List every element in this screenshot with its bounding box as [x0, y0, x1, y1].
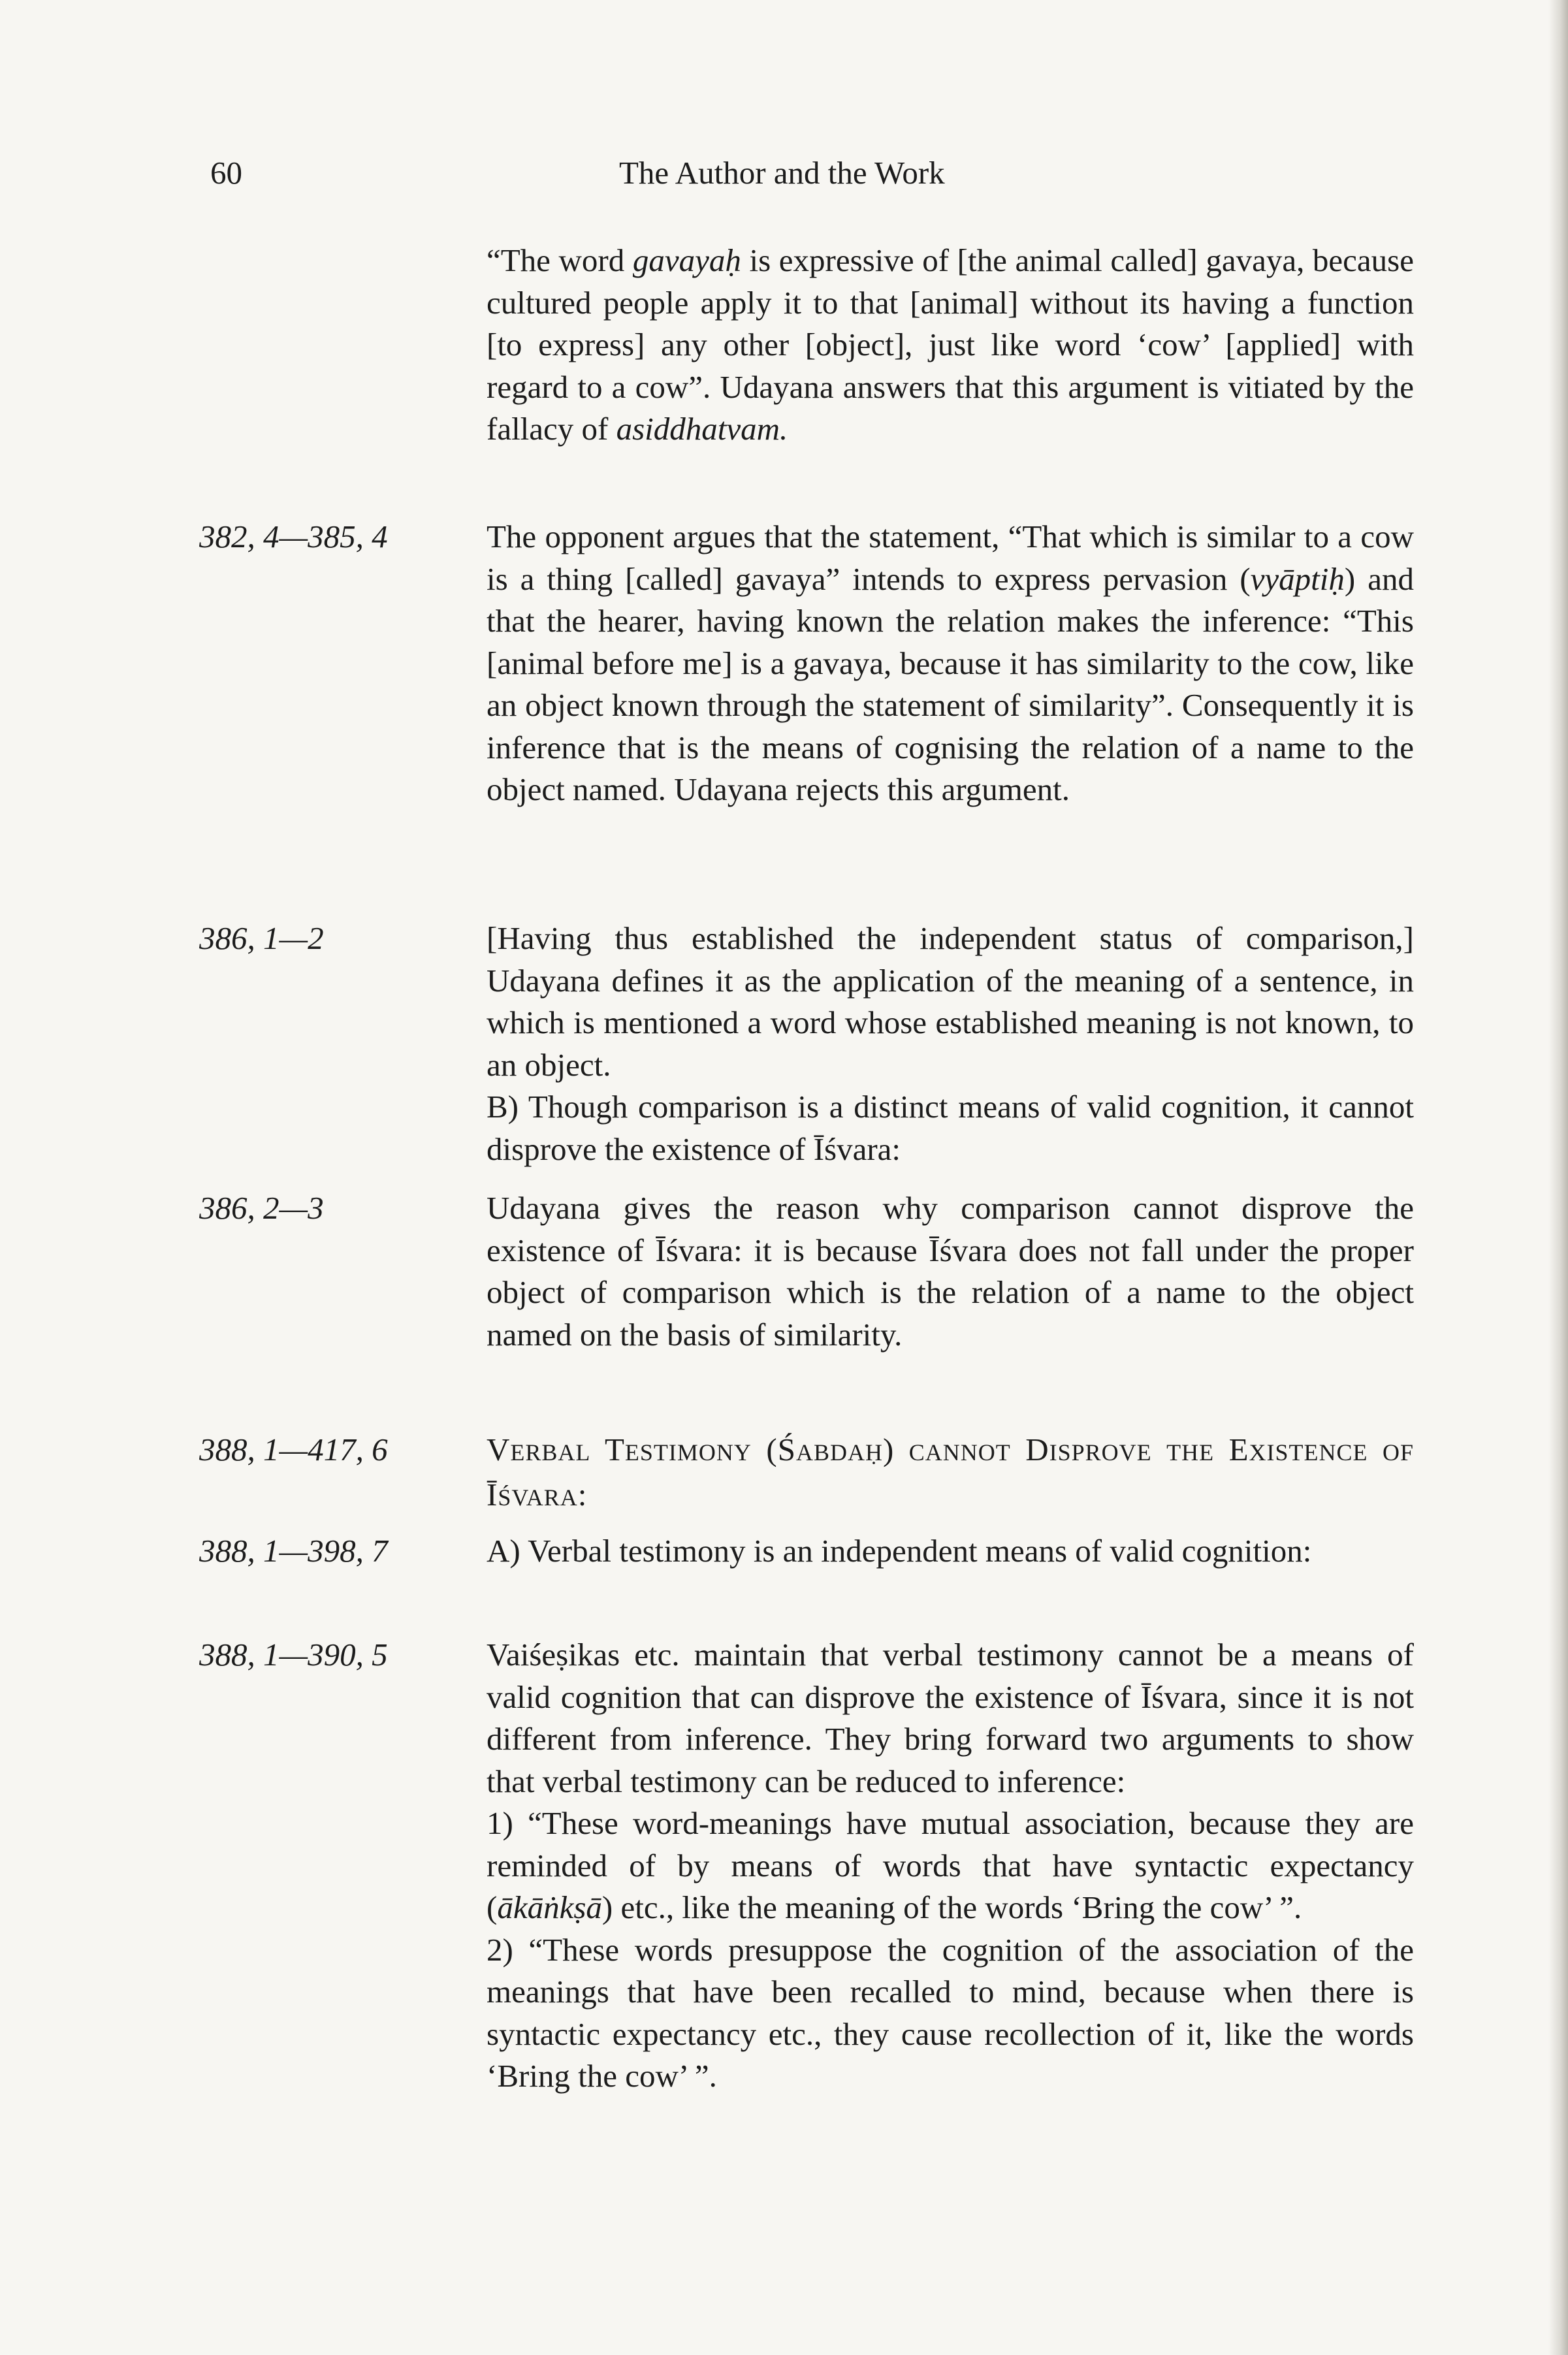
entry-text — [487, 240, 1414, 451]
entry-text — [487, 1530, 1414, 1573]
reference-label: 386, 1—2 — [199, 920, 324, 956]
paragraph: Udayana gives the reason why comparison cannot disprove the existence of Īśvara: it is because Īśvara does not fall under the proper object of comparison which is the relation of a name to the object named on the basis of similarity. — [487, 1190, 1414, 1353]
reference-label: 386, 2—3 — [199, 1190, 324, 1226]
paragraph: [Having thus established the independent status of comparison,] Udayana defines it as the application of the meaning of a sentence, in which is mentioned a word whose established meaning is not known, to an object. — [487, 920, 1414, 1083]
entry-text — [487, 1634, 1414, 2098]
page-number: 60 — [210, 155, 242, 191]
paragraph: Vaiśeṣikas etc. maintain that verbal testimony cannot be a means of valid cognition that can disprove the existence of Īśvara, since it is not different from inference. They bring forward two arguments to show that verbal testimony can be reduced to inference: — [487, 1637, 1414, 1799]
running-title: The Author and the Work — [619, 155, 945, 191]
page-edge-shadow — [1548, 0, 1568, 2355]
paragraph: B) Though comparison is a distinct means of valid cognition, it cannot disprove the existence of Īśvara: — [487, 1089, 1414, 1167]
reference-label: 382, 4—385, 4 — [199, 519, 388, 554]
reference-label: 388, 1—390, 5 — [199, 1637, 388, 1673]
italic-term: asiddhatvam. — [616, 411, 788, 447]
paragraph: 2) “These words presuppose the cognition of the association of the meanings that have been recalled to mind, because when there is syntactic expectancy etc., they cause recollection of it, like the words ‘Bring the cow’ ”. — [487, 1931, 1414, 2094]
italic-term: ākāṅkṣā — [497, 1889, 602, 1925]
section-heading — [487, 1429, 1414, 1518]
paragraph: The opponent argues that the statement, “That which is similar to a cow is a thing [called] gavaya” intends to express pervasion (vyāptiḥ) and that the hearer, having known the relation makes the inference: “This [animal before me] is a gavaya, because it has similarity to the cow, like an object known through the statement of similarity”. Consequently it is inference that is the means of cognising the relation of a name to the object named. Udayana rejects this argument. — [487, 519, 1414, 807]
paragraph: 1) “These word-meanings have mutual association, because they are reminded of by means of words that have syntactic expectancy (ākāṅkṣā) etc., like the meaning of the words ‘Bring the cow’ ”. — [487, 1805, 1414, 1925]
small-caps-text: VERBAL TESTIMONY (ŚABDAḤ) CANNOT DISPROVE THE EXISTENCE OF ĪŚVARA: — [487, 1432, 1415, 1513]
reference-label: 388, 1—398, 7 — [199, 1533, 388, 1569]
reference-label: 388, 1—417, 6 — [199, 1432, 388, 1467]
paragraph: A) Verbal testimony is an independent means of valid cognition: — [487, 1533, 1312, 1569]
entry-text — [487, 516, 1414, 811]
paragraph: “The word gavayaḥ is expressive of [the animal called] gavaya, because cultured people apply it to that [animal] without its having a function [to express] any other [object], just like word ‘cow’ [applied] with regard to a cow”. Udayana answers that this argument is vitiated by the fallacy of asiddhatvam. — [487, 242, 1414, 447]
paragraph — [487, 1429, 1414, 1518]
italic-term: vyāptiḥ — [1250, 560, 1345, 597]
entry-text — [487, 918, 1414, 1170]
italic-term: gavayaḥ — [632, 242, 741, 278]
entry-text — [487, 1187, 1414, 1356]
